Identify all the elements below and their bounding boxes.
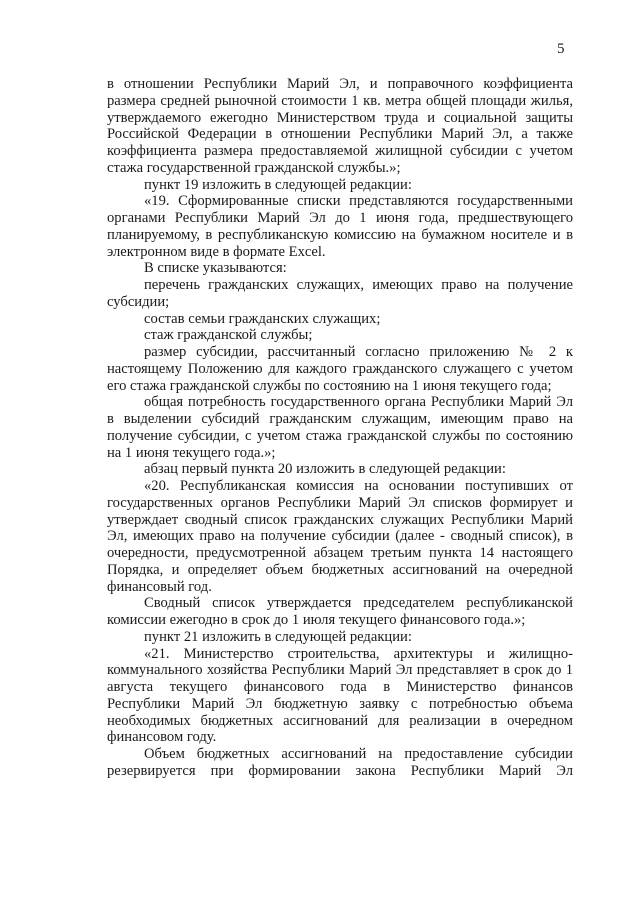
paragraph-budget-reserve: Объем бюджетных ассигнований на предоставление субсидии резервируется при формировании закона Республики Марий Эл: [107, 746, 573, 779]
paragraph-list-family: состав семьи гражданских служащих;: [144, 310, 381, 327]
paragraph-item19-text: «19. Сформированные списки представляются государственными органами Республики Марий Эл до 1 июня года, предшествующего планируемому, в республиканскую комиссию на бумажном носителе и в электронном виде в формате Excel.: [107, 193, 573, 260]
page-number: 5: [557, 41, 565, 57]
document-body: [107, 76, 573, 780]
paragraph-list-total-need: общая потребность государственного органа Республики Марий Эл в выделении субсидий гражданским служащим, имеющим право на получение субсидии, с учетом стажа гражданской службы по состоянию на 1 июня текущего года.»;: [107, 394, 573, 461]
paragraph-list-intro: В списке указываются:: [144, 260, 287, 277]
paragraph-summary-list-approval: Сводный список утверждается председателем республиканской комиссии ежегодно в срок до 1 июля текущего финансового года.»;: [107, 595, 573, 628]
paragraph-list-service-length: стаж гражданской службы;: [144, 327, 313, 344]
paragraph-continuation: в отношении Республики Марий Эл, и поправочного коэффициента размера средней рыночной стоимости 1 кв. метра общей площади жилья, утверждаемого ежегодно Министерством труда и социальной защиты Российской Федерации в отношении Республики Марий Эл, а также коэффициента размера предоставляемой жилищной субсидии с учетом стажа государственной гражданской службы.»;: [107, 76, 573, 176]
paragraph-list-employees: перечень гражданских служащих, имеющих право на получение субсидии;: [107, 277, 573, 310]
paragraph-item21-text: «21. Министерство строительства, архитектуры и жилищно-коммунального хозяйства Республики Марий Эл представляет в срок до 1 августа текущего финансового года в Министерство финансов Республики Марий Эл бюджетную заявку с потребностью объема необходимых бюджетных ассигнований для реализации в очередном финансовом году.: [107, 645, 573, 746]
paragraph-item20-instruction: абзац первый пункта 20 изложить в следующей редакции:: [144, 461, 506, 478]
paragraph-list-subsidy-size: размер субсидии, рассчитанный согласно приложению № 2 к настоящему Положению для каждого гражданского служащего с учетом его стажа гражданской службы по состоянию на 1 июня текущего года;: [107, 344, 573, 394]
paragraph-item21-instruction: пункт 21 изложить в следующей редакции:: [144, 628, 412, 645]
paragraph-item19-instruction: пункт 19 изложить в следующей редакции:: [144, 176, 412, 193]
paragraph-item20-text: «20. Республиканская комиссия на основании поступивших от государственных органов Республики Марий Эл списков формирует и утверждает сводный список гражданских служащих Республики Марий Эл, имеющих право на получение субсидии (далее - сводный список), в очередности, предусмотренной абзацем третьим пункта 14 настоящего Порядка, и определяет объем бюджетных ассигнований на очередной финансовый год.: [107, 478, 573, 595]
